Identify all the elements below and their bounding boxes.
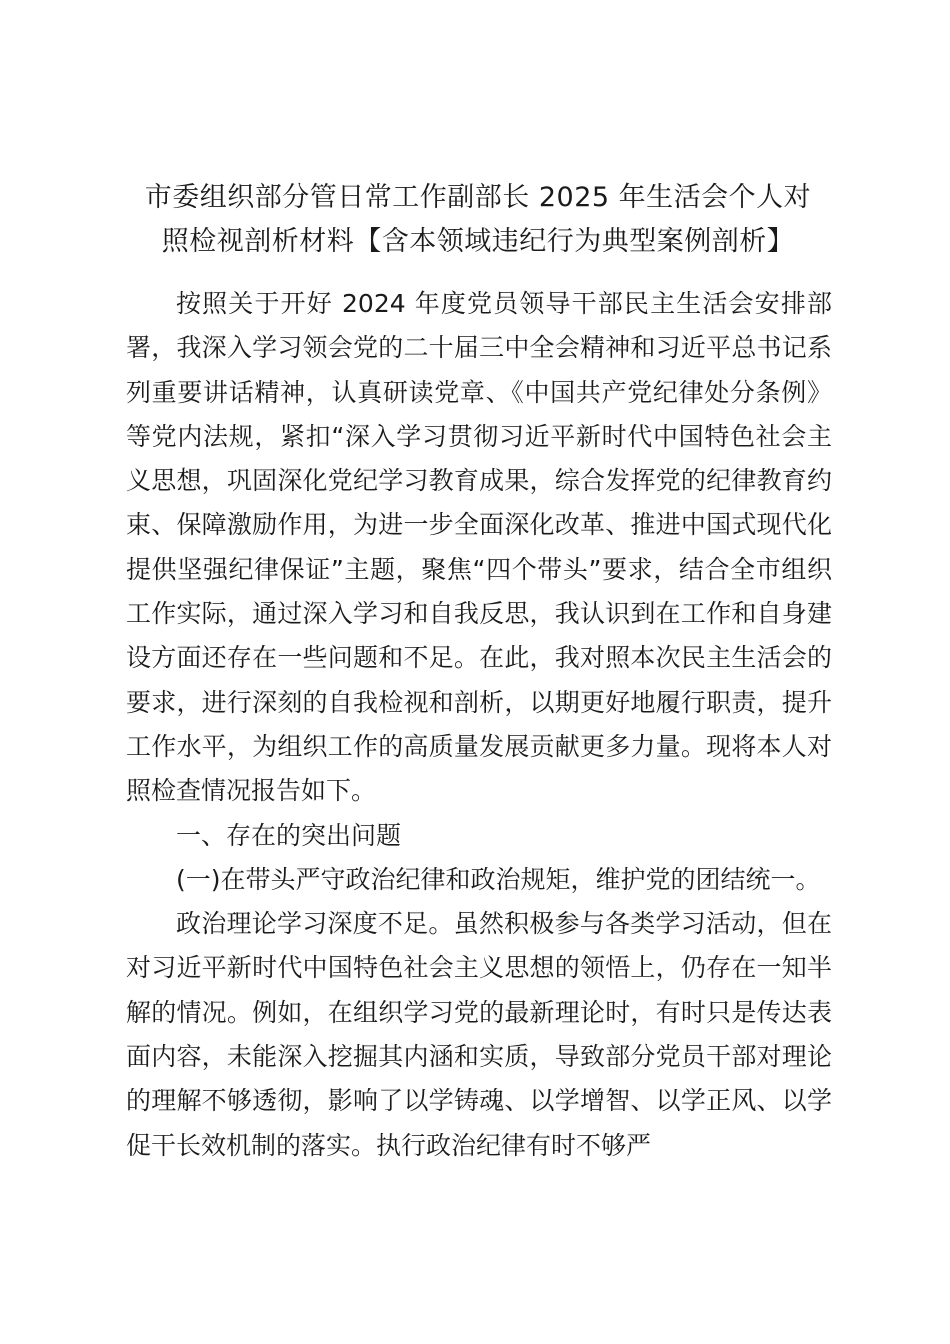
body-paragraph: 政治理论学习深度不足。虽然积极参与各类学习活动，但在对习近平新时代中国特色社会主义思想的领悟上，仍存在一知半解的情况。例如，在组织学习党的最新理论时，有时只是传达表面内容，未能深入挖掘其内涵和实质，导致部分党员干部对理论的理解不够透彻，影响了以学铸魂、以学增智、以学正风、以学促干长效机制的落实。执行政治纪律有时不够严: [126, 909, 832, 1160]
document-body: [126, 282, 832, 1168]
document-title: [118, 176, 838, 264]
title-line-1: 市委组织部分管日常工作副部长 2025 年生活会个人对: [144, 182, 812, 213]
subsection-heading: (一)在带头严守政治纪律和政治规矩，维护党的团结统一。: [176, 864, 821, 894]
intro-paragraph: 按照关于开好 2024 年度党员领导干部民主生活会安排部署，我深入学习领会党的二十届三中全会精神和习近平总书记系列重要讲话精神，认真研读党章、《中国共产党纪律处分条例》等党内法规，紧扣“深入学习贯彻习近平新时代中国特色社会主义思想，巩固深化党纪学习教育成果，综合发挥党的纪律教育约束、保障激励作用，为进一步全面深化改革、推进中国式现代化提供坚强纪律保证”主题，聚焦“四个带头”要求，结合全市组织工作实际，通过深入学习和自我反思，我认识到在工作和自身建设方面还存在一些问题和不足。在此，我对照本次民主生活会的要求，进行深刻的自我检视和剖析，以期更好地履行职责，提升工作水平，为组织工作的高质量发展贡献更多力量。现将本人对照检查情况报告如下。: [126, 289, 832, 806]
title-line-2: 照检视剖析材料【含本领域违纪行为典型案例剖析】: [161, 226, 795, 257]
section-heading: 一、存在的突出问题: [176, 820, 402, 850]
